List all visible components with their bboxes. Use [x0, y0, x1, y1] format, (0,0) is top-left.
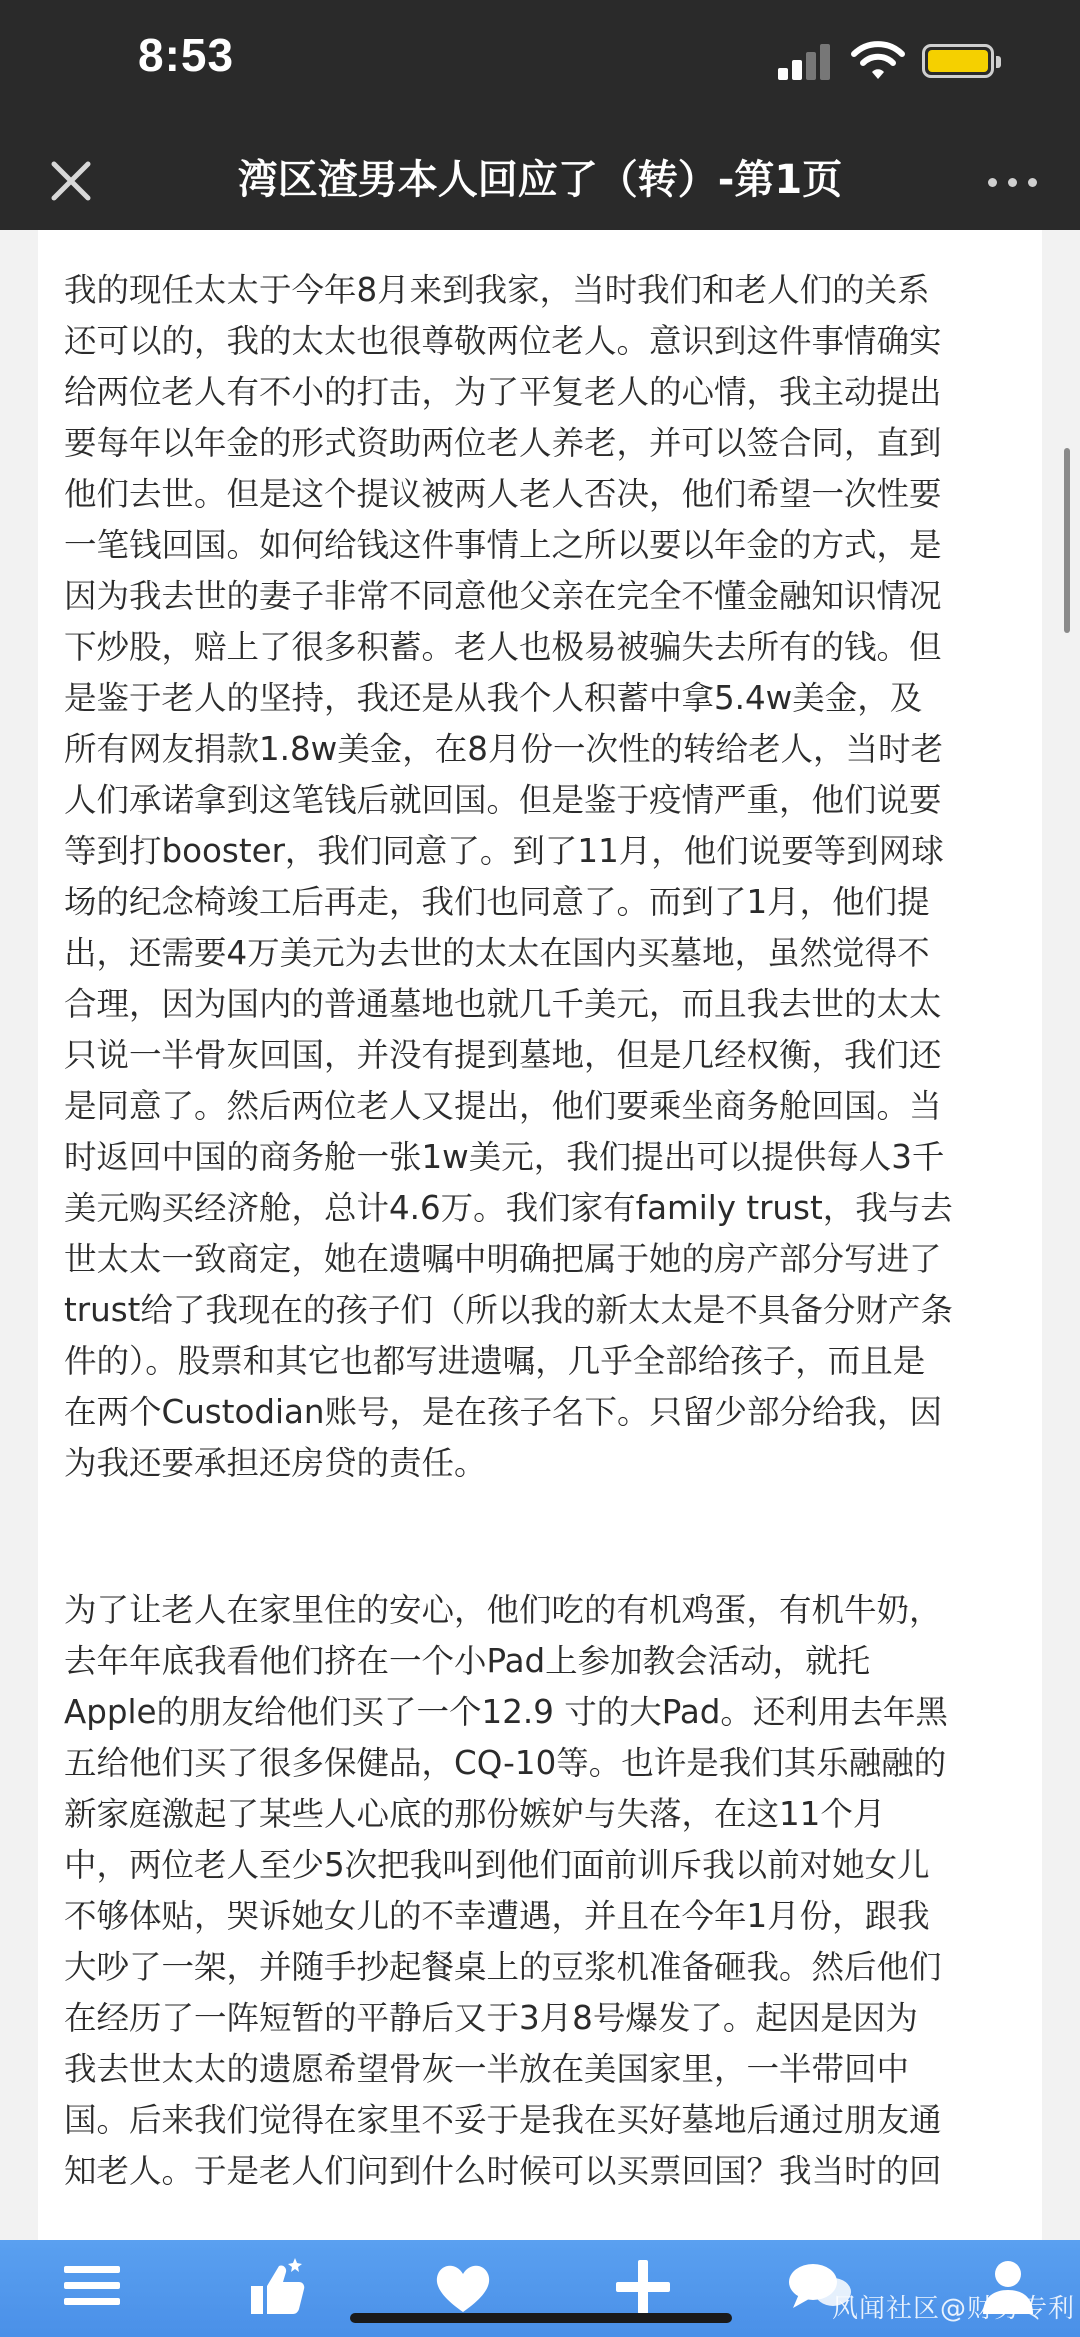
- menu-button[interactable]: [40, 2240, 140, 2337]
- navigation-bar: [0, 132, 1080, 230]
- post-content: [38, 230, 1042, 2240]
- page-title: 湾区渣男本人回应了（转）-第1页: [237, 157, 843, 203]
- close-button[interactable]: [42, 152, 100, 210]
- like-button[interactable]: [225, 2240, 325, 2337]
- post-paragraph-1: 我的现任太太于今年8月来到我家，当时我们和老人们的关系 还可以的，我的太太也很尊敬两位老人。意识到这件事情确实 给两位老人有不小的打击，为了平复老人的心情，我主动提出 要每年以年金的形式资助两位老人养老，并可以签合同，直到 他们去世。但是这个提议被两人老人否决，他们希望一次性要 一笔钱回国。如何给钱这件事情上之所以要以年金的方式，是 因为我去世的妻子非常不同意他父亲在完全不懂金融知识情况 下炒股，赔上了很多积蓄。老人也极易被骗失去所有的钱。但 是鉴于老人的坚持，我还是从我个人积蓄中拿5.4w美金，及 所有网友捐款1.8w美金，在8月份一次性的转给老人，当时老 人们承诺拿到这笔钱后就回国。但是鉴于疫情严重，他们说要 等到打booster，我们同意了。到了11月，他们说要等到网球 场的纪念椅竣工后再走，我们也同意了。而到了1月，他们提 出，还需要4万美元为去世的太太在国内买墓地，虽然觉得不 合理，因为国内的普通墓地也就几千美元，而且我去世的太太 只说一半骨灰回国，并没有提到墓地，但是几经权衡，我们还 是同意了。然后两位老人又提出，他们要乘坐商务舱回国。当 时返回中国的商务舱一张1w美元，我们提出可以提供每人3千 美元购买经济舱，总计4.6万。我们家有family trust，我与去 世太太一致商定，她在遗嘱中明确把属于她的房产部分写进了 trust给了我现在的孩子们（所以我的新太太是不具备分财产条 件的）。股票和其它也都写进遗嘱，几乎全部给孩子，而且是 在两个Custodian账号，是在孩子名下。只留少部分给我，因 为我还要承担还房贷的责任。: [64, 271, 953, 1482]
- close-icon: [42, 152, 100, 210]
- post-paragraph-2: 为了让老人在家里住的安心，他们吃的有机鸡蛋，有机牛奶， 去年年底我看他们挤在一个小Pad上参加教会活动，就托 Apple的朋友给他们买了一个12.9 寸的大Pad。还利用去年黑 五给他们买了很多保健品，CQ-10等。也许是我们其乐融融的 新家庭激起了某些人心底的那份嫉妒与失落，在这11个月 中，两位老人至少5次把我叫到他们面前训斥我以前对她女儿 不够体贴，哭诉她女儿的不幸遭遇，并且在今年1月份，跟我 大吵了一架，并随手抄起餐桌上的豆浆机准备砸我。然后他们 在经历了一阵短暂的平静后又于3月8号爆发了。起因是因为 我去世太太的遗愿希望骨灰一半放在美国家里，一半带回中 国。后来我们觉得在家里不妥于是我在买好墓地后通过朋友通 知老人。于是老人们问到什么时候可以买票回国？我当时的回: [64, 1591, 948, 2190]
- watermark: 风闻社区@财务专利: [832, 2294, 1076, 2324]
- menu-icon: [60, 2254, 124, 2318]
- more-options-button[interactable]: [978, 152, 1050, 210]
- cellular-signal-icon: [778, 44, 834, 80]
- scrollbar[interactable]: [1064, 448, 1070, 633]
- heart-icon: [430, 2254, 496, 2320]
- status-bar: [0, 0, 1080, 132]
- status-time: 8:53: [138, 29, 235, 81]
- home-indicator[interactable]: [350, 2313, 732, 2323]
- battery-icon: [922, 44, 994, 78]
- thumbs-up-icon: [245, 2254, 311, 2320]
- plus-icon: [610, 2254, 676, 2320]
- wifi-icon: [850, 40, 906, 82]
